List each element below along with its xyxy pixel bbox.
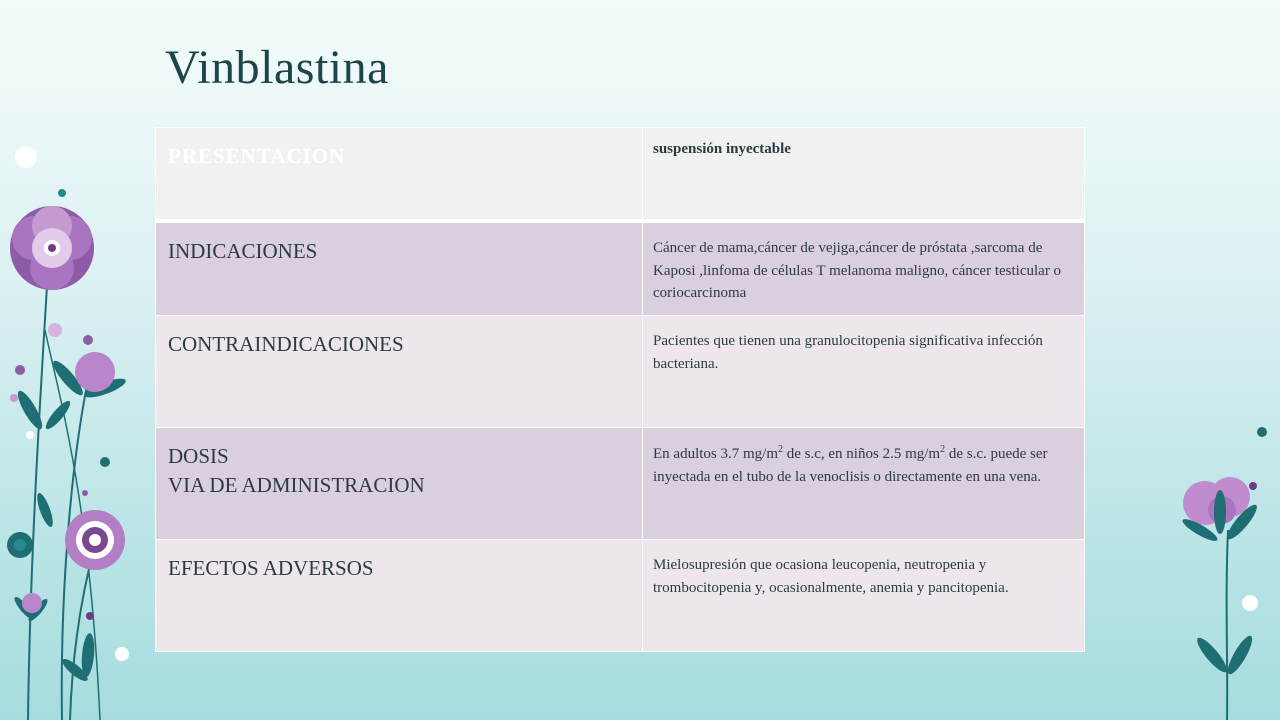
table-row	[156, 221, 1085, 316]
row-label	[156, 316, 643, 428]
row-label	[156, 221, 643, 316]
dose-text: de s.c. puede ser inyectada en el tubo de la venoclisis o directamente en una vena.	[653, 446, 1048, 485]
dose-text: de s.c, en niños 2.5 mg/m	[783, 446, 941, 462]
slide-title: Vinblastina	[165, 41, 389, 94]
row-value: suspensión inyectable	[643, 128, 1085, 222]
row-label	[156, 128, 643, 222]
row-label	[156, 540, 643, 652]
row-label-text: CONTRAINDICACIONES	[168, 332, 404, 356]
row-label-text: INDICACIONES	[168, 239, 318, 263]
row-label-text: VIA DE ADMINISTRACION	[168, 473, 425, 498]
row-value	[643, 428, 1085, 540]
row-label-text: EFECTOS ADVERSOS	[168, 556, 374, 580]
drug-info-table	[155, 127, 1085, 652]
row-label-text: PRESENTACION	[168, 144, 346, 168]
table-row	[156, 316, 1085, 428]
row-label-text: DOSIS	[168, 444, 229, 468]
row-value: Mielosupresión que ocasiona leucopenia, neutropenia y trombocitopenia y, ocasionalmente, anemia y pancitopenia.	[643, 540, 1085, 652]
row-value: Pacientes que tienen una granulocitopenia significativa infección bacteriana.	[643, 316, 1085, 428]
superscript: 2	[778, 444, 783, 455]
table-row	[156, 428, 1085, 540]
row-value: Cáncer de mama,cáncer de vejiga,cáncer de próstata ,sarcoma de Kaposi ,linfoma de células T melanoma maligno, cáncer testicular o coriocarcinoma	[643, 221, 1085, 316]
table-row	[156, 128, 1085, 222]
table-row	[156, 540, 1085, 652]
superscript: 2	[940, 444, 946, 455]
row-label	[156, 428, 643, 540]
dose-text: En adultos 3.7 mg/m	[653, 446, 778, 462]
